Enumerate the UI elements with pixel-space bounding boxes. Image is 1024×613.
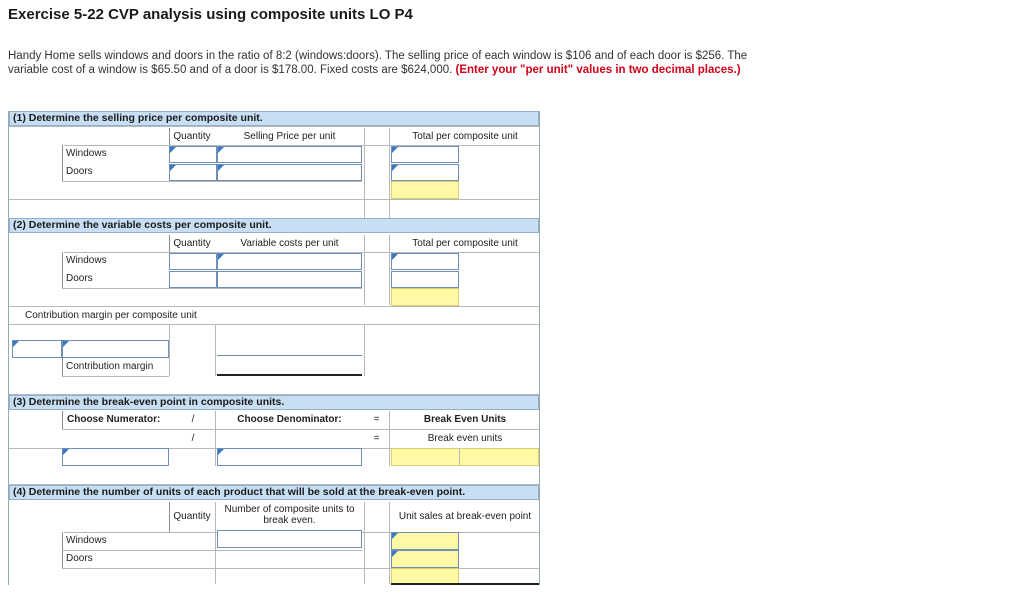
part2-heading: (2) Determine the variable costs per composite unit. bbox=[9, 218, 539, 233]
part1-doors-price-input[interactable] bbox=[217, 164, 362, 181]
break-even-units-header: Break Even Units bbox=[423, 414, 507, 425]
break-even-units-row: Break even units bbox=[427, 433, 503, 444]
part4-doors-sales-input[interactable] bbox=[391, 550, 459, 568]
cm-row-label: Contribution margin bbox=[62, 358, 169, 376]
part4-col-composite: Number of composite units to break even. bbox=[224, 504, 355, 526]
problem-text: Handy Home sells windows and doors in the ratio of 8:2 (windows:doors). The selling price of each window is $106 and of each door is $256. The variable cost of a window is $65.50 and of a door is $178.00. Fixed costs are $624,000. bbox=[8, 50, 748, 76]
part1-heading: (1) Determine the selling price per composite unit. bbox=[9, 111, 539, 126]
part4-composite-input[interactable] bbox=[217, 530, 362, 548]
part2-row-windows: Windows bbox=[62, 252, 169, 270]
part4-col-quantity: Quantity bbox=[169, 502, 214, 532]
part4-total-answer[interactable] bbox=[391, 568, 459, 584]
part3-heading: (3) Determine the break-even point in composite units. bbox=[9, 395, 539, 410]
part4-windows-sales-input[interactable] bbox=[391, 532, 459, 550]
part1-col-quantity: Quantity bbox=[169, 128, 214, 145]
part1-windows-total-input[interactable] bbox=[391, 146, 459, 163]
denominator-input[interactable] bbox=[217, 448, 362, 466]
part4-heading: (4) Determine the number of units of each product that will be sold at the break-even point. bbox=[9, 485, 539, 500]
page-title: Exercise 5-22 CVP analysis using composite units LO P4 bbox=[8, 6, 413, 23]
part1-col-total: Total per composite unit bbox=[412, 131, 518, 142]
part2-windows-total-input[interactable] bbox=[391, 253, 459, 270]
part2-doors-total-input[interactable] bbox=[391, 271, 459, 288]
part1-doors-quantity-input[interactable] bbox=[169, 164, 217, 181]
part1-row-doors: Doors bbox=[62, 163, 169, 181]
part3-equals-row: = bbox=[373, 433, 380, 444]
part1-windows-price-input[interactable] bbox=[217, 146, 362, 163]
numerator-label: Choose Numerator: bbox=[62, 411, 169, 429]
part2-doors-cost-input[interactable] bbox=[217, 271, 362, 288]
cm-composite-label: Contribution margin per composite unit bbox=[25, 310, 197, 321]
part3-slash-row: / bbox=[191, 433, 195, 444]
part2-col-cost: Variable costs per unit bbox=[240, 238, 339, 249]
part2-row-doors: Doors bbox=[62, 270, 169, 288]
part2-doors-quantity-input[interactable] bbox=[169, 271, 217, 288]
problem-statement bbox=[8, 49, 778, 77]
cm-input-b[interactable] bbox=[62, 340, 169, 358]
part1-row-windows: Windows bbox=[62, 145, 169, 163]
part4-row-doors: Doors bbox=[62, 550, 169, 568]
break-even-units-answer[interactable] bbox=[391, 448, 539, 466]
part3-equals-header: = bbox=[373, 414, 380, 425]
part2-col-quantity: Quantity bbox=[169, 235, 214, 252]
part2-windows-quantity-input[interactable] bbox=[169, 253, 217, 270]
part4-row-windows: Windows bbox=[62, 532, 169, 550]
denominator-label: Choose Denominator: bbox=[237, 414, 342, 425]
part2-composite-total[interactable] bbox=[391, 288, 459, 306]
instruction-highlight: (Enter your "per unit" values in two decimal places.) bbox=[455, 64, 741, 76]
part2-col-total: Total per composite unit bbox=[412, 238, 518, 249]
worksheet bbox=[8, 111, 540, 585]
part4-col-sales: Unit sales at break-even point bbox=[398, 511, 532, 522]
part1-col-price: Selling Price per unit bbox=[243, 131, 336, 142]
part2-windows-cost-input[interactable] bbox=[217, 253, 362, 270]
part1-composite-total[interactable] bbox=[391, 181, 459, 199]
part1-windows-quantity-input[interactable] bbox=[169, 146, 217, 163]
part3-slash-header: / bbox=[191, 414, 195, 425]
cm-input-a[interactable] bbox=[12, 340, 62, 358]
numerator-input[interactable] bbox=[62, 448, 169, 466]
part1-doors-total-input[interactable] bbox=[391, 164, 459, 181]
cm-total-input[interactable] bbox=[217, 355, 362, 375]
